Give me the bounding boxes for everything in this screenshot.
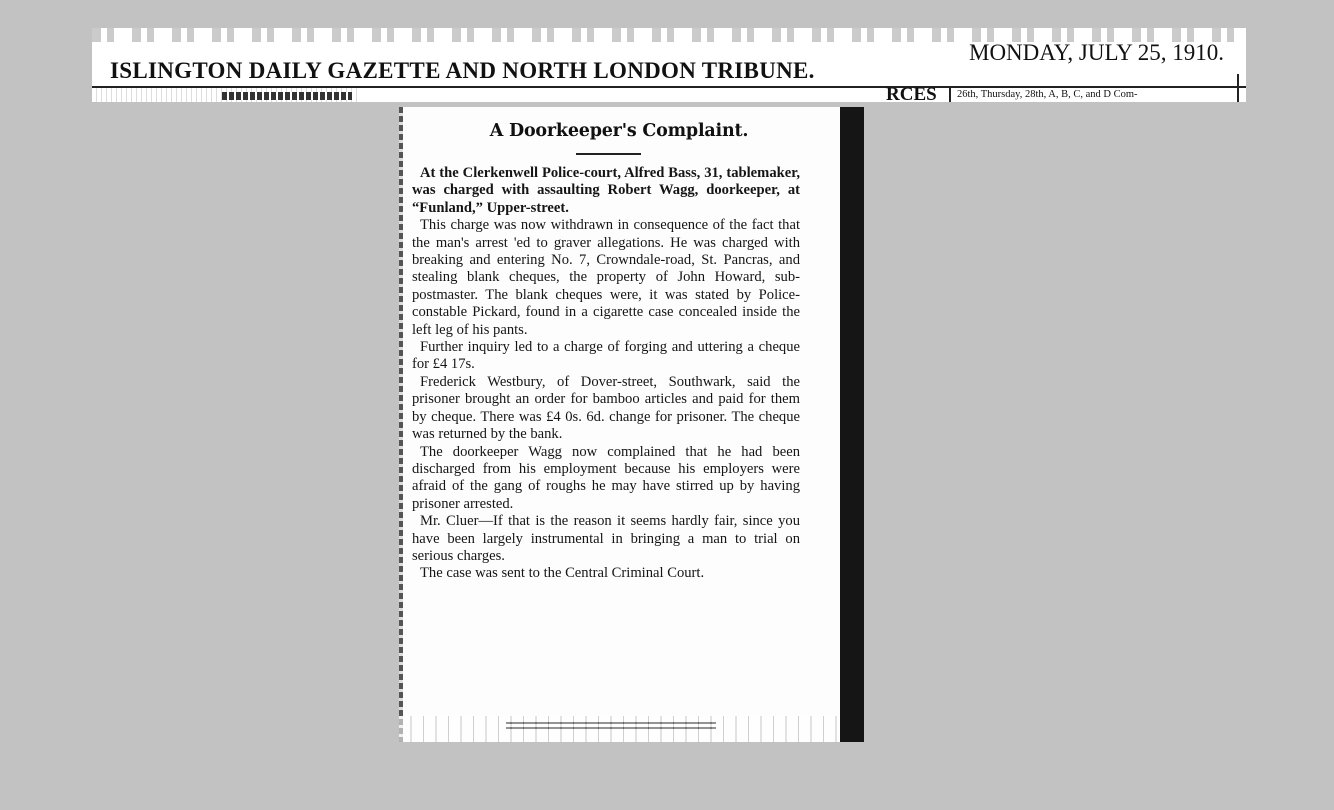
torn-edge	[399, 716, 840, 742]
article-paragraph: The case was sent to the Central Criminal Court.	[420, 565, 705, 582]
column-border	[1237, 74, 1239, 102]
article-body	[412, 165, 800, 583]
headline-rule	[576, 153, 641, 155]
article-paragraph: The doorkeeper Wagg now complained that he had been discharged from his employment because his employers were afraid of the gang of roughs he may have stirred up by having prisoner arrested.	[412, 443, 800, 512]
clipped-heading-fragment	[222, 92, 352, 100]
newspaper-masthead	[92, 28, 1246, 102]
article-clipping	[399, 107, 864, 742]
adjacent-column-text: 26th, Thursday, 28th, A, B, C, and D Com-	[957, 89, 1138, 100]
article-paragraph: At the Clerkenwell Police-court, Alfred Bass, 31, tablemaker, was charged with assaulting Robert Wagg, doorkeeper, at “Funland,” Upper-street.	[412, 165, 800, 216]
clipped-heading-text: RCES	[886, 84, 937, 102]
article-paragraph: Further inquiry led to a charge of forging and uttering a cheque for £4 17s.	[412, 339, 800, 373]
column-divider	[949, 88, 951, 102]
article-headline: A Doorkeeper's Complaint.	[489, 121, 749, 141]
newspaper-title: ISLINGTON DAILY GAZETTE AND NORTH LONDON TRIBUNE.	[110, 58, 815, 83]
article-paragraph: Mr. Cluer—If that is the reason it seems hardly fair, since you have been largely instrumental in bringing a man to trial on serious charges.	[412, 513, 800, 564]
article-paragraph: Frederick Westbury, of Dover-street, Southwark, said the prisoner brought an order for bamboo articles and paid for them by cheque. There was £4 0s. 6d. change for prisoner. The cheque was returned by the bank.	[412, 373, 800, 443]
article-paragraph: This charge was now withdrawn in consequence of the fact that the man's arrest 'ed to graver allegations. He was charged with breaking and entering No. 7, Crowndale-road, St. Pancras, and stealing blank cheques, the property of John Howard, sub-postmaster. The blank cheques were, it was stated by Police-constable Pickard, found in a cigarette case concealed inside the left leg of his pants.	[412, 217, 800, 338]
clipping-left-edge	[399, 107, 403, 742]
newspaper-date: MONDAY, JULY 25, 1910.	[969, 40, 1224, 65]
clipping-dark-edge	[840, 107, 864, 742]
